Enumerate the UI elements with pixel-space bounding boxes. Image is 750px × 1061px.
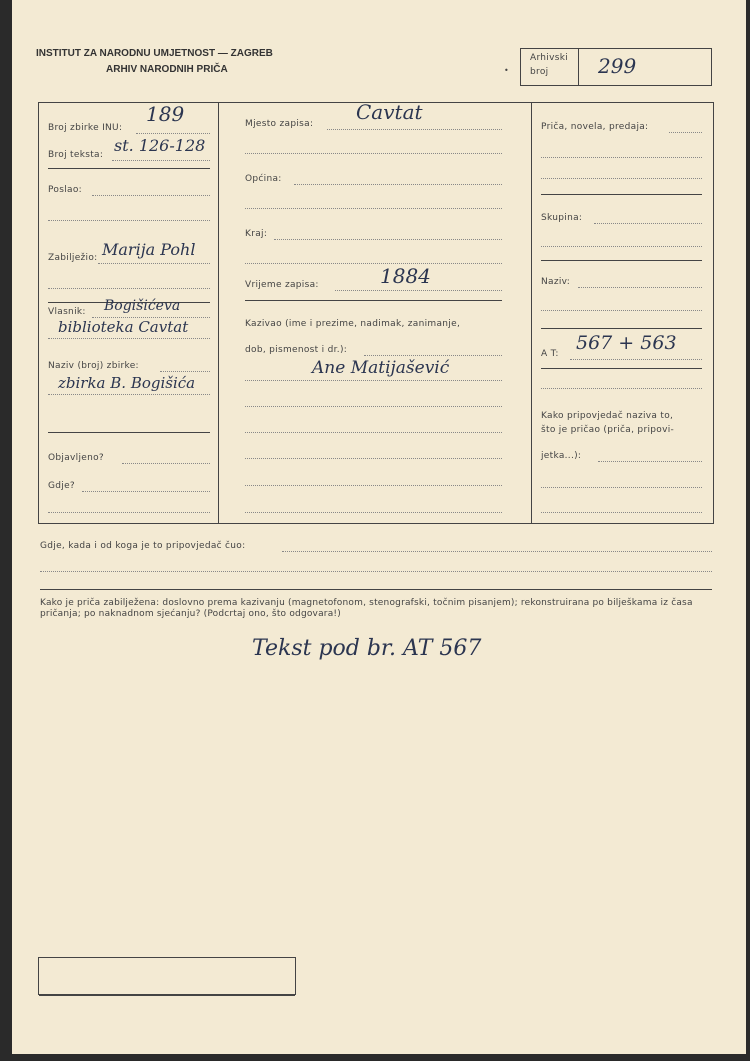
narrator-label-2: dob, pismenost i dr.): bbox=[245, 345, 348, 355]
column-divider-1 bbox=[218, 103, 219, 523]
narrator-name-line bbox=[598, 461, 702, 462]
title-line bbox=[578, 287, 702, 288]
story-type-line-3 bbox=[541, 178, 702, 179]
sent-by-line-2 bbox=[48, 220, 210, 221]
collection-name-line-2 bbox=[48, 394, 210, 395]
where-label: Gdje? bbox=[48, 481, 76, 491]
owner-value-1: Bogišićeva bbox=[104, 298, 181, 314]
collection-name-label: Naziv (broj) zbirke: bbox=[48, 361, 139, 371]
institute-name: INSTITUT ZA NARODNU UMJETNOST — ZAGREB bbox=[36, 48, 273, 59]
group-line-2 bbox=[541, 246, 702, 247]
left-rule-3 bbox=[48, 432, 210, 433]
narrator-line-2 bbox=[245, 380, 502, 381]
below-rule bbox=[40, 589, 712, 590]
recorded-by-value: Marija Pohl bbox=[102, 240, 196, 259]
heard-from-line bbox=[282, 551, 712, 552]
narrator-line bbox=[364, 355, 502, 356]
where-line-2 bbox=[48, 512, 210, 513]
bullet-mark: • bbox=[504, 66, 509, 75]
collection-number-label: Broj zbirke INU: bbox=[48, 123, 123, 133]
collection-number-line bbox=[136, 133, 210, 134]
left-rule-1 bbox=[48, 168, 210, 169]
narrator-label-1: Kazivao (ime i prezime, nadimak, zanimanje, bbox=[245, 319, 461, 329]
right-rule-1 bbox=[541, 194, 702, 195]
document-page bbox=[12, 0, 746, 1054]
middle-rule-1 bbox=[245, 300, 502, 301]
narrator-line-7 bbox=[245, 512, 502, 513]
bottom-box bbox=[38, 957, 296, 995]
municipality-line bbox=[294, 184, 502, 185]
recording-method-text: Kako je priča zabilježena: doslovno prema kazivanju (magnetofonom, stenografski, točnim pisanjem); rekonstruirana po bilješkama iz časa pričanja; po naknadnom sjećanju? (Podcrtaj ono, što odgovara!) bbox=[40, 598, 693, 619]
group-line bbox=[594, 223, 702, 224]
time-value: 1884 bbox=[380, 264, 431, 288]
at-line bbox=[570, 359, 702, 360]
title-line-2 bbox=[541, 310, 702, 311]
narrator-name-label-2: što je pričao (priča, pripovi- bbox=[541, 425, 675, 435]
owner-label: Vlasnik: bbox=[48, 307, 86, 317]
sent-by-label: Poslao: bbox=[48, 185, 82, 195]
archive-name: ARHIV NARODNIH PRIČA bbox=[106, 64, 228, 75]
narrator-line-6 bbox=[245, 485, 502, 486]
sent-by-line bbox=[92, 195, 210, 196]
narrator-name-line-3 bbox=[541, 512, 702, 513]
right-rule-2 bbox=[541, 260, 702, 261]
archive-box-divider bbox=[578, 49, 579, 85]
text-number-label: Broj teksta: bbox=[48, 150, 104, 160]
story-type-line-2 bbox=[541, 157, 702, 158]
place-value: Cavtat bbox=[356, 100, 423, 124]
narrator-name-label-3: jetka...): bbox=[541, 451, 582, 461]
heard-from-label: Gdje, kada i od koga je to pripovjedač čuo: bbox=[40, 541, 246, 551]
note-text: Tekst pod br. AT 567 bbox=[252, 636, 482, 661]
at-label: A T: bbox=[541, 349, 559, 359]
bottom-box-shadow bbox=[39, 994, 295, 996]
text-number-value: st. 126-128 bbox=[114, 136, 206, 155]
narrator-name-label-1: Kako pripovjedač naziva to, bbox=[541, 411, 674, 421]
recorded-by-label: Zabilježio: bbox=[48, 253, 98, 263]
owner-line-2 bbox=[48, 338, 210, 339]
region-line bbox=[274, 239, 502, 240]
at-value: 567 + 563 bbox=[576, 332, 677, 354]
collection-number-value: 189 bbox=[146, 102, 185, 126]
place-label: Mjesto zapisa: bbox=[245, 119, 314, 129]
place-line-2 bbox=[245, 153, 502, 154]
story-type-label: Priča, novela, predaja: bbox=[541, 122, 649, 132]
recorded-by-line-2 bbox=[48, 288, 210, 289]
group-label: Skupina: bbox=[541, 213, 583, 223]
collection-name-value: zbirka B. Bogišića bbox=[58, 374, 196, 392]
region-line-2 bbox=[245, 263, 502, 264]
archive-label: Arhivski bbox=[530, 53, 569, 63]
story-type-line bbox=[669, 132, 702, 133]
place-line bbox=[327, 129, 502, 130]
title-label: Naziv: bbox=[541, 277, 571, 287]
text-number-line bbox=[112, 160, 210, 161]
recorded-by-line bbox=[98, 263, 210, 264]
collection-name-line bbox=[160, 371, 210, 372]
published-line bbox=[122, 463, 210, 464]
time-line bbox=[335, 290, 502, 291]
owner-value-2: biblioteka Cavtat bbox=[58, 318, 189, 336]
published-label: Objavljeno? bbox=[48, 453, 104, 463]
archive-number-value: 299 bbox=[598, 54, 637, 78]
region-label: Kraj: bbox=[245, 229, 268, 239]
where-line bbox=[82, 491, 210, 492]
municipality-line-2 bbox=[245, 208, 502, 209]
right-rule-3 bbox=[541, 328, 702, 329]
narrator-name-line-2 bbox=[541, 487, 702, 488]
right-rule-4 bbox=[541, 368, 702, 369]
time-label: Vrijeme zapisa: bbox=[245, 280, 319, 290]
heard-from-line-2 bbox=[40, 571, 712, 572]
narrator-line-4 bbox=[245, 432, 502, 433]
narrator-value: Ane Matijašević bbox=[312, 358, 450, 378]
archive-number-label: broj bbox=[530, 67, 549, 77]
narrator-line-5 bbox=[245, 458, 502, 459]
column-divider-2 bbox=[531, 103, 532, 523]
municipality-label: Općina: bbox=[245, 174, 282, 184]
narrator-line-3 bbox=[245, 406, 502, 407]
at-line-2 bbox=[541, 388, 702, 389]
